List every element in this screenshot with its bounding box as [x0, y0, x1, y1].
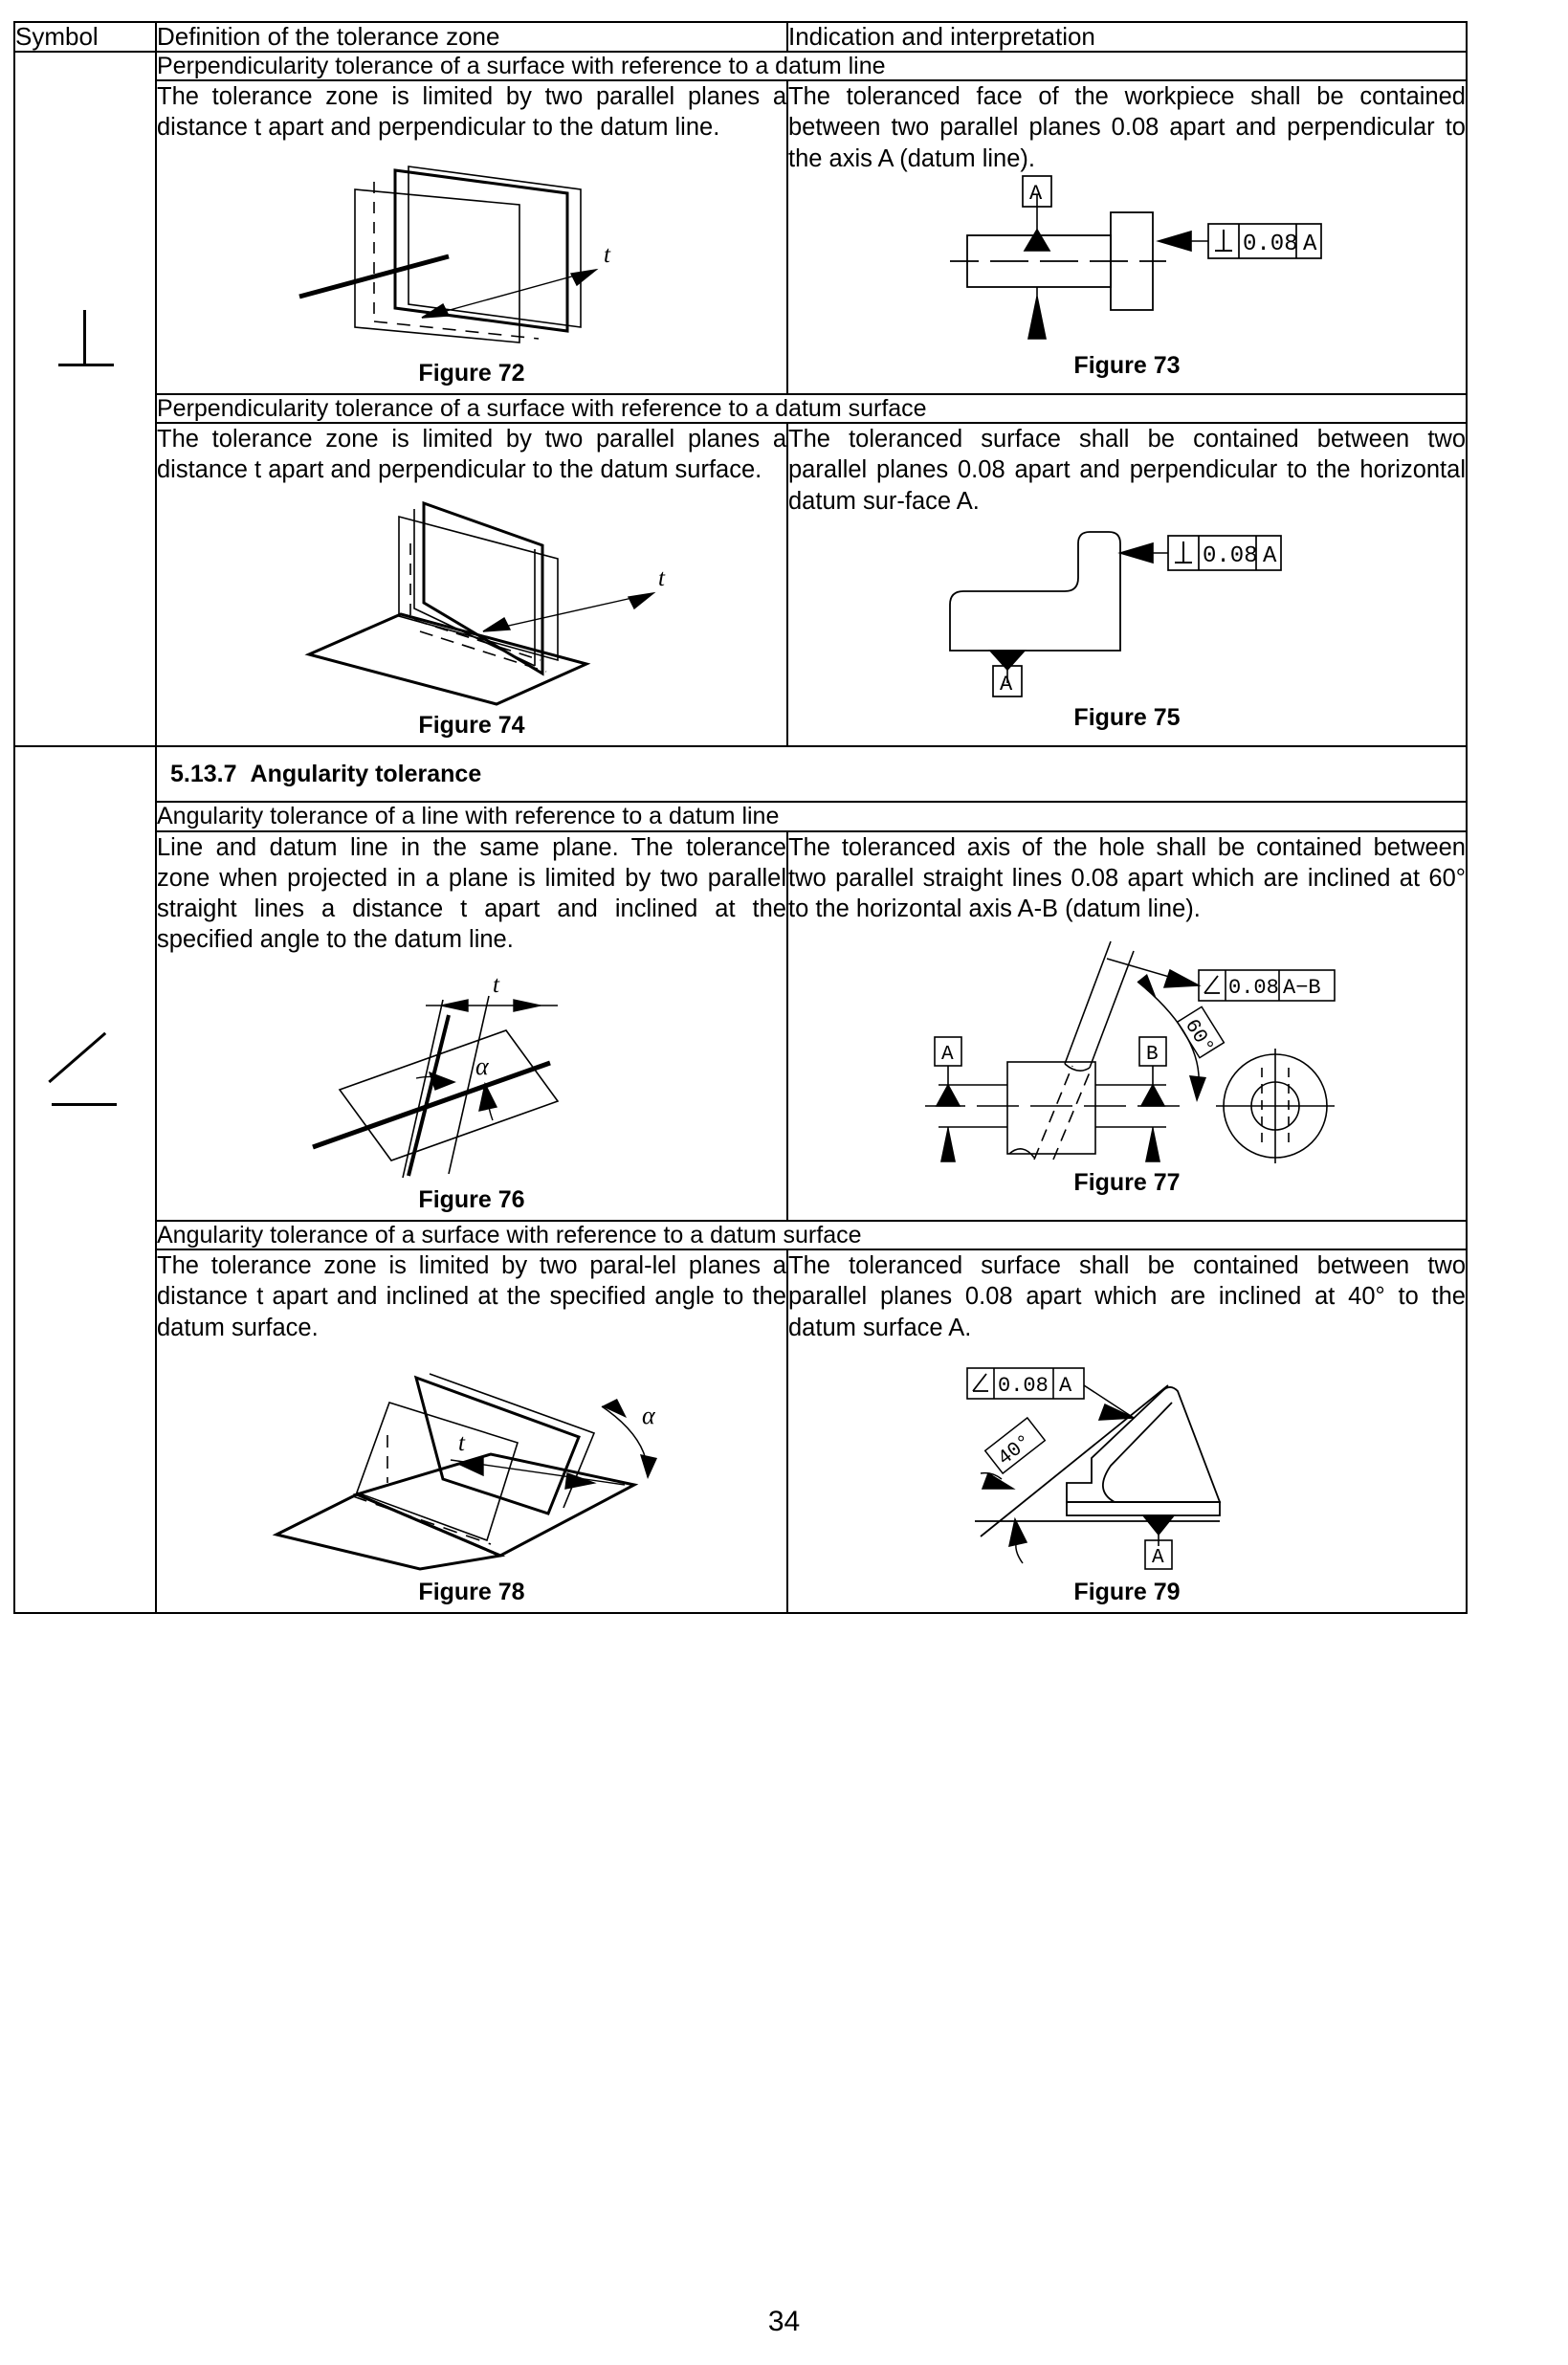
- figure-75-area: [788, 517, 1466, 698]
- datum-label-b-fig77: B: [1146, 1044, 1159, 1067]
- section-title: Angularity tolerance: [250, 760, 482, 787]
- frame-datum-fig77: A−B: [1283, 976, 1321, 1001]
- banner-angularity-datum-surface: Angularity tolerance of a surface with reference to a datum surface: [156, 1221, 1467, 1250]
- angularity-symbol: [50, 1055, 121, 1109]
- banner-row-perp-line: [14, 52, 1467, 81]
- figure-78-drawing: [261, 1343, 682, 1573]
- figure-caption-73: Figure 73: [1073, 351, 1181, 379]
- tolerance-table: [13, 21, 1468, 1614]
- indication-text-ang-line: The toleranced axis of the hole shall be contained between two parallel straight lines 0.08 apart which are inclined at 60° to the horizontal axis A-B (datum line).: [788, 834, 1466, 923]
- label-t-fig78: t: [458, 1429, 465, 1456]
- figure-caption-74: Figure 74: [418, 711, 525, 739]
- indication-text-perp-surface: The toleranced surface shall be contained between two parallel planes 0.08 apart and perpendicular to the horizontal datum sur-face A.: [788, 426, 1466, 515]
- label-alpha-fig76: α: [475, 1051, 489, 1080]
- content-row-perp-surface: [14, 423, 1467, 745]
- angle-label-fig77: 60°: [1179, 1016, 1218, 1059]
- content-row-ang-surface: [14, 1249, 1467, 1612]
- table-header-row: [14, 22, 1467, 52]
- label-t-fig72: t: [604, 241, 610, 268]
- figure-75-drawing: [921, 517, 1333, 698]
- figure-72-drawing: [280, 144, 663, 354]
- figure-79-drawing: [921, 1343, 1333, 1573]
- banner-row-perp-surface: [14, 394, 1467, 424]
- figure-74-drawing: [271, 486, 673, 706]
- figure-caption-78: Figure 78: [418, 1578, 525, 1605]
- figure-76-drawing: [280, 956, 663, 1181]
- figure-74-area: [157, 486, 786, 706]
- figure-72-area: [157, 144, 786, 354]
- frame-value-fig73: 0.08: [1243, 231, 1298, 257]
- datum-label-a-fig75: A: [1000, 672, 1013, 696]
- figure-caption-77: Figure 77: [1073, 1169, 1181, 1197]
- banner-row-ang-surface: [14, 1221, 1467, 1250]
- indication-cell-perp-surface: [787, 423, 1467, 745]
- datum-label-a-fig79: A: [1152, 1546, 1164, 1569]
- definition-text-ang-surface: The tolerance zone is limited by two paral-lel planes a distance t apart and inclined at the specified angle to the datum surface.: [157, 1252, 786, 1341]
- figure-caption-72: Figure 72: [418, 359, 525, 387]
- indication-text-ang-surface: The toleranced surface shall be contained between two parallel planes 0.08 apart which are inclined at 40° to the datum surface A.: [788, 1252, 1466, 1341]
- content-row-perp-line: [14, 80, 1467, 393]
- header-symbol: Symbol: [14, 22, 156, 52]
- figure-79-area: [788, 1343, 1466, 1573]
- section-heading-5-13-7: [156, 746, 1467, 803]
- label-t-fig74: t: [658, 564, 665, 591]
- header-indication: Indication and interpretation: [787, 22, 1467, 52]
- section-heading-row: [14, 746, 1467, 803]
- definition-text-perp-surface: The tolerance zone is limited by two parallel planes a distance t apart and perpendicular to the datum surface.: [157, 426, 786, 484]
- header-definition: Definition of the tolerance zone: [156, 22, 787, 52]
- frame-datum-fig75: A: [1263, 542, 1277, 569]
- figure-77-area: [788, 924, 1466, 1163]
- figure-77-drawing: [912, 924, 1342, 1163]
- banner-perpendicularity-datum-surface: Perpendicularity tolerance of a surface with reference to a datum surface: [156, 394, 1467, 424]
- figure-73-area: [788, 174, 1466, 346]
- label-t-fig76: t: [493, 971, 499, 998]
- symbol-cell-angularity: [14, 746, 156, 1613]
- content-row-ang-line: [14, 831, 1467, 1221]
- indication-cell-perp-line: [787, 80, 1467, 393]
- section-number: 5.13.7: [170, 760, 237, 787]
- frame-value-fig79: 0.08: [998, 1373, 1049, 1398]
- figure-78-area: [157, 1343, 786, 1573]
- definition-cell-perp-line: [156, 80, 787, 393]
- definition-cell-perp-surface: [156, 423, 787, 745]
- banner-perpendicularity-datum-line: Perpendicularity tolerance of a surface with reference to a datum line: [156, 52, 1467, 81]
- figure-73-drawing: [921, 174, 1333, 346]
- indication-text-perp-line: The toleranced face of the workpiece shall be contained between two parallel planes 0.08 apart and perpendicular to the axis A (datum line).: [788, 83, 1466, 172]
- definition-text-perp-line: The tolerance zone is limited by two parallel planes a distance t apart and perpendicular to the datum line.: [157, 83, 786, 142]
- datum-label-a-fig77: A: [941, 1044, 954, 1067]
- angle-label-fig79: 40°: [994, 1430, 1037, 1470]
- figure-caption-76: Figure 76: [418, 1185, 525, 1213]
- figure-76-area: [157, 956, 786, 1181]
- symbol-cell-perpendicularity: [14, 52, 156, 746]
- figure-caption-75: Figure 75: [1073, 703, 1181, 731]
- frame-datum-fig73: A: [1303, 231, 1317, 257]
- definition-cell-ang-surface: [156, 1249, 787, 1612]
- definition-cell-ang-line: [156, 831, 787, 1221]
- frame-value-fig75: 0.08: [1203, 542, 1258, 569]
- label-alpha-fig78: α: [642, 1401, 655, 1429]
- indication-cell-ang-surface: [787, 1249, 1467, 1612]
- perpendicularity-symbol: [55, 310, 116, 369]
- banner-angularity-datum-line: Angularity tolerance of a line with reference to a datum line: [156, 802, 1467, 831]
- frame-datum-fig79: A: [1059, 1373, 1072, 1398]
- page-number: 34: [767, 2306, 801, 2337]
- frame-value-fig77: 0.08: [1228, 976, 1279, 1001]
- indication-cell-ang-line: [787, 831, 1467, 1221]
- bracket-outline-fig75: [950, 532, 1120, 651]
- banner-row-ang-line: [14, 802, 1467, 831]
- figure-caption-79: Figure 79: [1073, 1578, 1181, 1605]
- datum-label-a-fig73: A: [1029, 181, 1043, 206]
- definition-text-ang-line: Line and datum line in the same plane. The tolerance zone when projected in a plane is limited by two parallel straight lines a distance t apart and inclined at the specified angle to the datum line.: [157, 834, 786, 954]
